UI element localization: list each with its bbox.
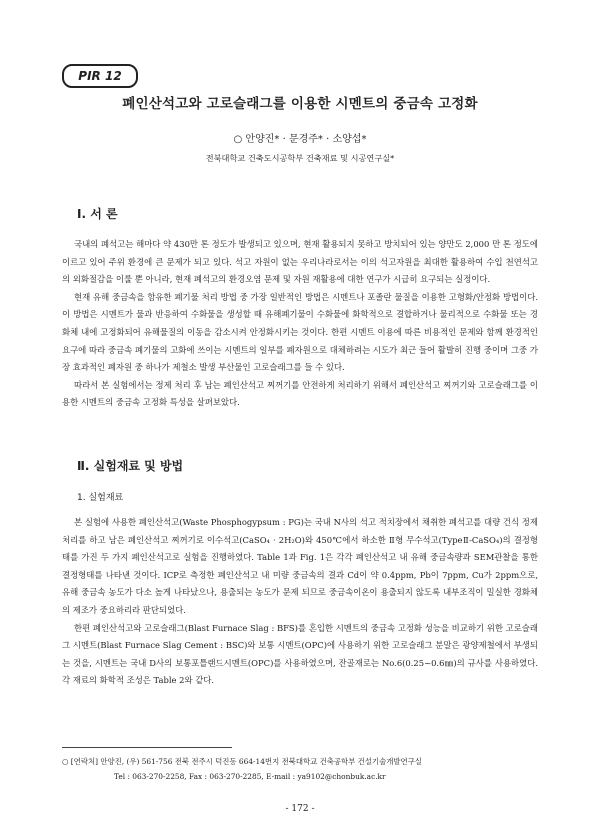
- pir-badge: PIR 12: [62, 64, 138, 88]
- paragraph: 현재 유해 중금속을 함유한 폐기물 처리 방법 중 가장 일반적인 방법은 시멘트나 포졸란 물질을 이용한 고형화/안정화 방법이다. 이 방법은 시멘트가 물과 반응하여 수화물을 생성할 때 유해폐기물이 수화물에 화학적으로 결합하거나 물리적으로 수화물 또는 경화체 내에 고정화되어 유해물질의 이동을 감소시켜 안정화시키는 것이다. 한편 시멘트 이용에 따른 비용적인 문제와 함께 환경적인 요구에 따라 중금속 폐기물의 고화에 쓰이는 시멘트의 일부를 폐자원으로 대체하려는 시도가 최근 들어 활발히 진행 중이며 그중 가장 효과적인 폐자원 중 하나가 제철소 발생 부산물인 고로슬래그를 들 수 있다.: [62, 291, 538, 373]
- paragraph: 국내의 폐석고는 해마다 약 430만 톤 정도가 발생되고 있으며, 현재 활용되지 못하고 방치되어 있는 양만도 2,000 만 톤 정도에 이르고 있어 주위 환경에 큰 문제가 되고 있다. 석고 자원이 없는 우리나라로서는 이의 석고자원을 최대한 활용하여 수입 천연석고의 외화절감을 이룰 뿐 아니라, 현재 폐석고의 환경오염 문제 및 자원 재활용에 대한 연구가 시급히 요구되는 실정이다.: [62, 239, 538, 285]
- paper-title: 폐인산석고와 고로슬래그를 이용한 시멘트의 중금속 고정화: [122, 96, 478, 112]
- footnote-phone-email: Tel : 063-270-2258, Fax : 063-270-2285, E-mail : ya9102@chonbuk.ac.kr: [114, 772, 386, 781]
- section-2-body: [62, 514, 538, 690]
- subsection-heading: 1. 실험재료: [77, 493, 124, 503]
- footnote: [62, 754, 538, 784]
- section-1-body: [62, 236, 538, 412]
- paragraph: 본 실험에 사용한 폐인산석고(Waste Phosphogypsum : PG)는 국내 N사의 석고 적치장에서 채취한 폐석고를 대량 건식 정제 처리를 하고 남은 폐인산석고 찌꺼기로 이수석고(CaSO₄ · 2H₂O)와 450℃에서 하소한 Ⅱ형 무수석고(TypeⅡ-CaSO₄)의 결정형태를 가진 두 가지 폐인산석고로 실험을 진행하였다. Table 1과 Fig. 1은 각각 폐인산석고 내 유해 중금속량과 SEM관찰을 통한 결정형태를 나타낸 것이다. ICP로 측정한 폐인산석고 내 미량 중금속의 결과 Cd이 약 0.4ppm, Pb이 7ppm, Cu가 2ppm으로, 유해 중금속 농도가 다소 높게 나타났으나, 용출되는 농도가 문제 되므로 중금속이온이 용출되지 않도록 내부조직이 밀실한 경화체의 제조가 중요하리라 판단되었다.: [62, 517, 538, 615]
- paragraph: 한편 폐인산석고와 고로슬래그(Blast Furnace Slag : BFS)를 혼입한 시멘트의 중금속 고정화 성능을 비교하기 위한 고로슬래그 시멘트(Blast Furnace Slag Cement : BSC)와 보통 시멘트(OPC)에 사용하기 위한 고로슬래그 분말은 광양제철에서 부생되는 것을, 시멘트는 국내 D사의 보통포틀랜드시멘트(OPC)를 사용하였으며, 잔골재로는 No.6(0.25~0.6㎜)의 규사를 사용하였다. 각 재료의 화학적 조성은 Table 2와 같다.: [62, 622, 538, 686]
- section-2-heading: Ⅱ. 실험재료 및 방법: [77, 459, 184, 473]
- section-1-heading: Ⅰ. 서 론: [77, 207, 118, 221]
- affiliation: 전북대학교 건축도시공학부 건축재료 및 시공연구실*: [205, 153, 395, 163]
- footnote-divider: [62, 747, 232, 748]
- author-list: ○ 안양진* · 문경주* · 소양섭*: [233, 134, 367, 145]
- footnote-contact: ○ [연락처] 안양진, (우) 561-756 전북 전주시 덕진동 664-14번지 전북대학교 건축공학부 건설기술개발연구실: [62, 757, 422, 766]
- page-number: - 172 -: [285, 804, 315, 814]
- paragraph: 따라서 본 실험에서는 정제 처리 후 남는 폐인산석고 찌꺼기를 안전하게 처리하기 위해서 폐인산석고 찌꺼기와 고로슬래그를 이용한 시멘트의 중금속 고정화 특성을 살펴보았다.: [62, 379, 538, 408]
